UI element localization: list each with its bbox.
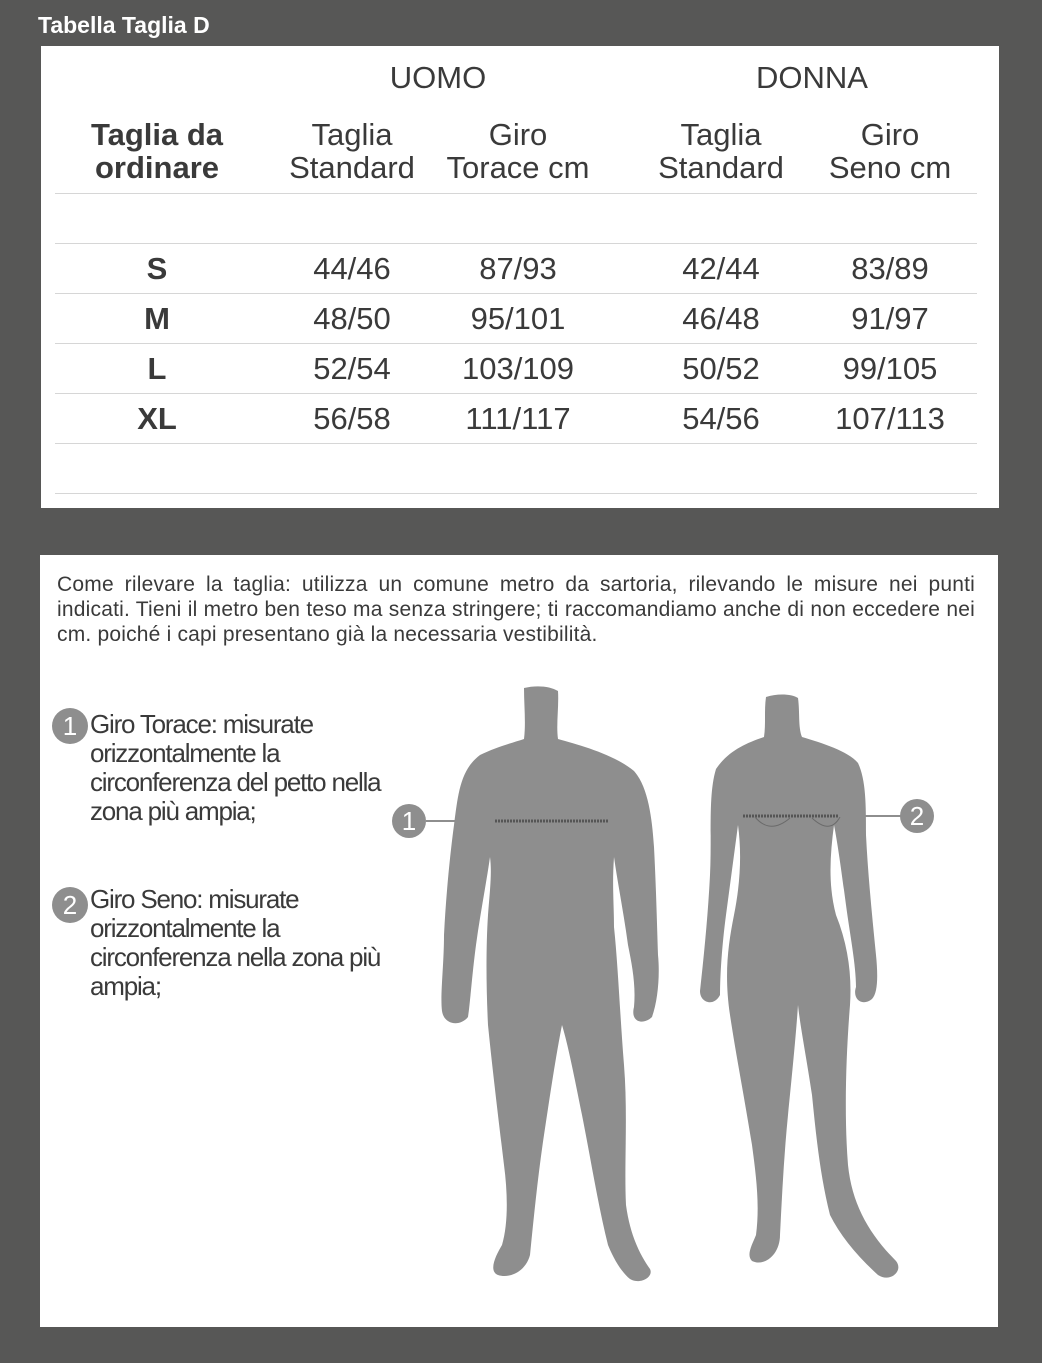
marker-2-label: 2	[909, 801, 925, 831]
men-chest-cell: 103/109	[461, 351, 575, 386]
women-standard-cell: 42/44	[682, 251, 760, 286]
women-bust-cell: 107/113	[835, 401, 945, 436]
row-divider	[55, 193, 977, 194]
order-size-header: Taglia da ordinare	[90, 117, 224, 185]
women-standard-cell: 46/48	[682, 301, 760, 336]
chest-measure-note: Giro Torace: misurate orizzontalmente la circonferenza del petto nella zona più ampia;	[90, 709, 381, 826]
women-standard-cell: 50/52	[682, 351, 760, 386]
size-cell: L	[147, 351, 167, 386]
men-chest-cell: 87/93	[479, 251, 557, 286]
page-title: Tabella Taglia D	[38, 12, 210, 38]
measuring-guide	[40, 555, 998, 1327]
note-number-badge: 2	[52, 887, 88, 923]
size-cell: XL	[137, 401, 177, 436]
women-group-header: DONNA	[756, 60, 868, 95]
women-bust-cell: 99/105	[842, 351, 938, 386]
men-standard-cell: 52/54	[313, 351, 391, 386]
size-cell: M	[144, 301, 170, 336]
row-divider	[55, 493, 977, 494]
men-standard-header: Taglia Standard	[289, 117, 415, 185]
women-bust-header: Giro Seno cm	[828, 117, 952, 185]
men-chest-cell: 95/101	[470, 301, 566, 336]
men-standard-cell: 56/58	[313, 401, 391, 436]
men-standard-cell: 44/46	[313, 251, 391, 286]
marker-1-label: 1	[401, 806, 417, 836]
size-table	[41, 46, 999, 508]
guide-intro: Come rilevare la taglia: utilizza un comune metro da sartoria, rilevando le misure nei punti indicati. Tieni il metro ben teso ma senza stringere; ti raccomandiamo anche di non eccedere nei cm. poiché i capi presentano già la necessaria vestibilità.	[57, 573, 975, 646]
note-number-badge: 1	[52, 708, 88, 744]
men-group-header: UOMO	[389, 60, 487, 95]
women-standard-cell: 54/56	[682, 401, 760, 436]
men-chest-header: Giro Torace cm	[446, 117, 590, 185]
women-bust-cell: 83/89	[851, 251, 929, 286]
size-cell: S	[146, 251, 168, 286]
male-mannequin-illustration	[441, 686, 658, 1281]
women-standard-header: Taglia Standard	[658, 117, 784, 185]
mannequin-figures	[40, 555, 998, 1327]
bust-measure-note: Giro Seno: misurate orizzontalmente la circonferenza nella zona più ampia;	[90, 884, 381, 1001]
men-chest-cell: 111/117	[465, 401, 571, 436]
men-standard-cell: 48/50	[313, 301, 391, 336]
female-mannequin-illustration	[700, 694, 898, 1277]
women-bust-cell: 91/97	[851, 301, 929, 336]
